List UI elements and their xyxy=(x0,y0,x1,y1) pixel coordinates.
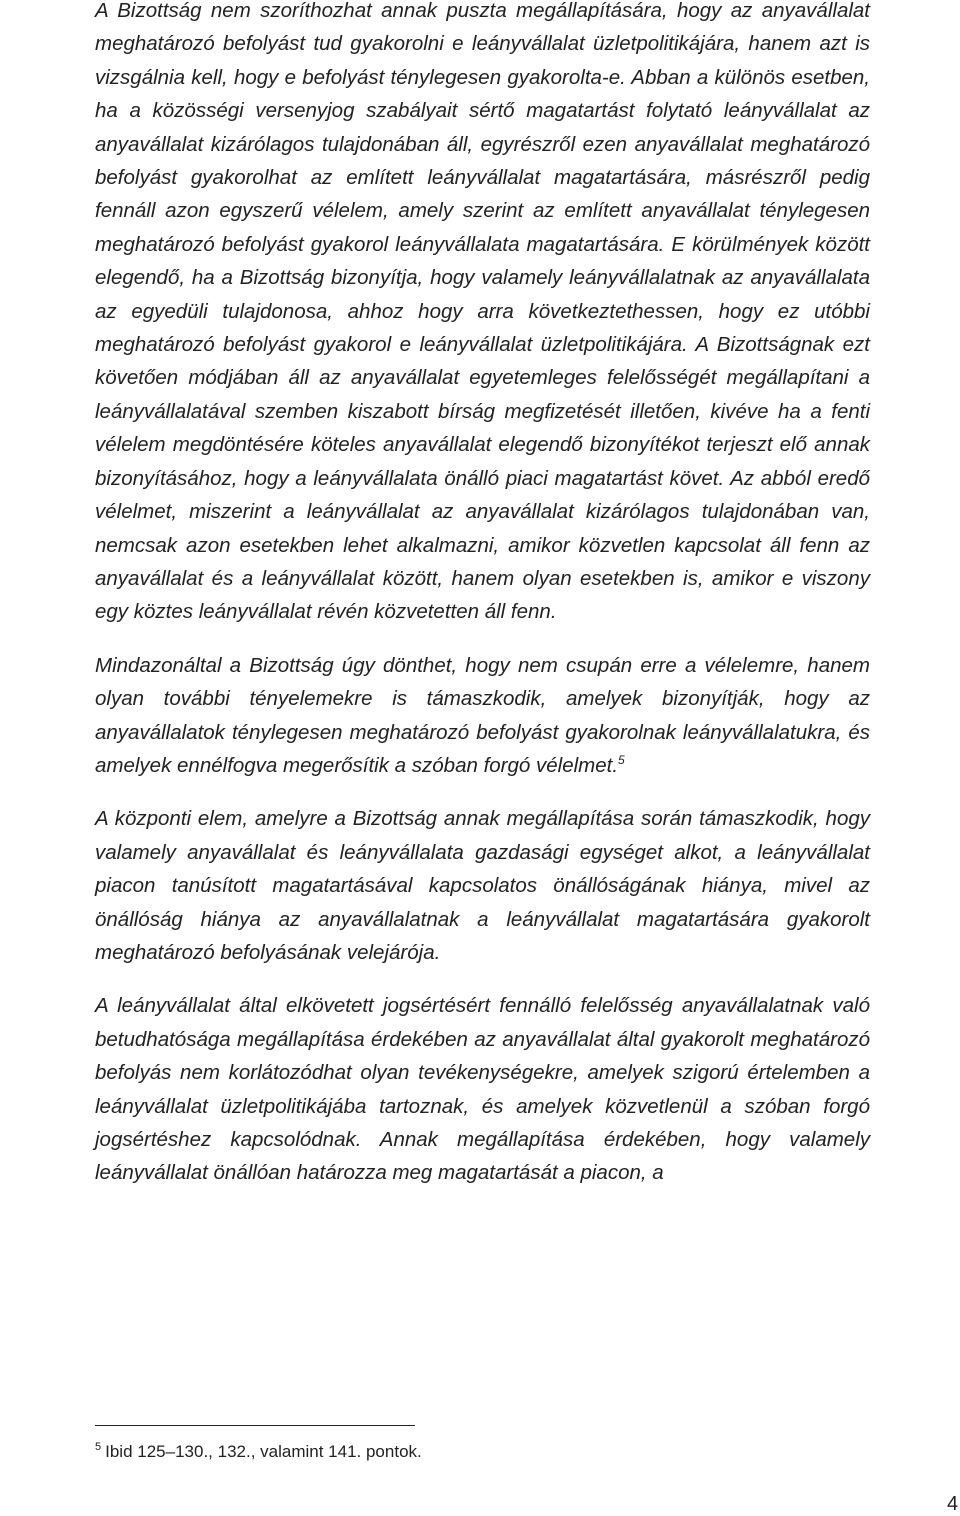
footnote-number: 5 xyxy=(95,1441,102,1454)
paragraph-3 xyxy=(95,802,870,969)
document-page xyxy=(95,0,870,1461)
page-number: 4 xyxy=(947,1493,959,1515)
paragraph-2 xyxy=(95,649,870,783)
footnote-reference[interactable]: 5 xyxy=(618,753,625,768)
paragraph-1 xyxy=(95,0,870,629)
paragraph-4-text: A leányvállalat által elkövetett jogsértésért fennálló felelősség anyavállalatnak való betudhatósága megállapítása érdekében az anyavállalat által gyakorolt meghatározó befolyás nem korlátozódhat olyan tevékenységekre, amelyek szigorú értelemben a leányvállalat üzletpolitikájába tartoznak, és amelyek közvetlenül a szóban forgó jogsértéshez kapcsolódnak. Annak megállapítása érdekében, hogy valamely leányvállalat önállóan határozza meg magatartását a piacon, a xyxy=(95,994,870,1185)
paragraph-3-text: A központi elem, amelyre a Bizottság annak megállapítása során támaszkodik, hogy valamely anyavállalat és leányvállalata gazdasági egységet alkot, a leányvállalat piacon tanúsított magatartásával kapcsolatos önállóságának hiánya, mivel az önállóság hiánya az anyavállalatnak a leányvállalat magatartására gyakorolt meghatározó befolyásának velejárója. xyxy=(95,807,870,964)
footnote-separator xyxy=(95,1425,415,1426)
paragraph-2-text: Mindazonáltal a Bizottság úgy dönthet, hogy nem csupán erre a vélelemre, hanem olyan további tényelemekre is támaszkodik, amelyek bizonyítják, hogy az anyavállalatok ténylegesen meghatározó befolyást gyakorolnak leányvállalatukra, és amelyek ennélfogva megerősítik a szóban forgó vélelmet. xyxy=(95,653,870,777)
footnote xyxy=(95,1440,422,1464)
paragraph-4 xyxy=(95,989,870,1189)
paragraph-1-text: A Bizottság nem szoríthozhat annak puszta megállapítására, hogy az anyavállalat meghatározó befolyást tud gyakorolni e leányvállalat üzletpolitikájára, hanem azt is vizsgálnia kell, hogy e befolyást ténylegesen gyakorolta-e. Abban a különös esetben, ha a közösségi versenyjog szabályait sértő magatartást folytató leányvállalat az anyavállalat kizárólagos tulajdonában áll, egyrészről ezen anyavállalat meghatározó befolyást gyakorolhat az említett leányvállalat magatartására, másrészről pedig fennáll azon egyszerű vélelem, amely szerint az említett anyavállalat ténylegesen meghatározó befolyást gyakorol leányvállalata magatartására. E körülmények között elegendő, ha a Bizottság bizonyítja, hogy valamely leányvállalatnak az anyavállalata az egyedüli tulajdonosa, ahhoz hogy arra következtethessen, hogy ez utóbbi meghatározó befolyást gyakorol e leányvállalat üzletpolitikájára. A Bizottságnak ezt követően módjában áll az anyavállalat egyetemleges felelősségét megállapítani a leányvállalatával szemben kiszabott bírság megfizetését illetően, kivéve ha a fenti vélelem megdöntésére köteles anyavállalat elegendő bizonyítékot terjeszt elő annak bizonyításához, hogy a leányvállalata önálló piaci magatartást követ. Az abból eredő vélelmet, miszerint a leányvállalat az anyavállalat kizárólagos tulajdonában van, nemcsak azon esetekben lehet alkalmazni, amikor közvetlen kapcsolat áll fenn az anyavállalat és a leányvállalat között, hanem olyan esetekben is, amikor e viszony egy köztes leányvállalat révén közvetetten áll fenn. xyxy=(95,0,870,624)
footnote-text: Ibid 125–130., 132., valamint 141. pontok. xyxy=(105,1442,422,1461)
